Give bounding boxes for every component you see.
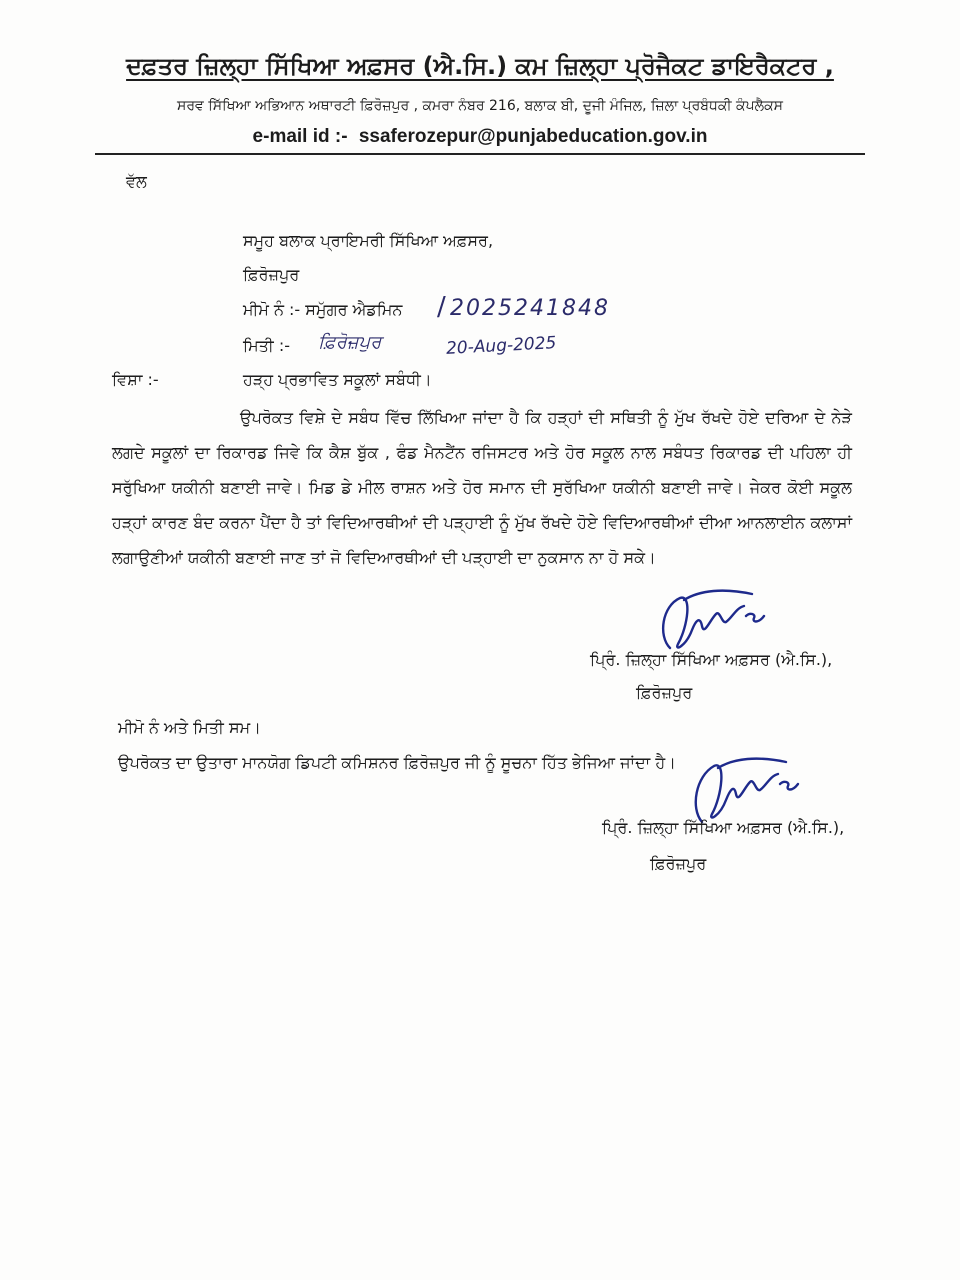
endorsement-memo-line: ਮੀਮੋ ਨੰ ਅਤੇ ਮਿਤੀ ਸਮ। [118, 718, 261, 737]
office-title: ਦਫ਼ਤਰ ਜ਼ਿਲ੍ਹਾ ਸਿੱਖਿਆ ਅਫ਼ਸਰ (ਐ.ਸਿ.) ਕਮ ਜ਼ਿਲ੍ਹਾ ਪ੍ਰੋਜੈਕਟ ਡਾਇਰੈਕਟਰ , [126, 52, 834, 80]
memo-slash: / [437, 292, 446, 322]
memo-label: ਮੀਮੋ ਨੰ :- ਸਮੁੱਗਰ ਐਡਮਿਨ [243, 300, 403, 319]
memo-number-handwritten: 2025241848 [450, 296, 610, 321]
body-paragraph [112, 400, 852, 575]
signature-2-place: ਫ਼ਿਰੋਜ਼ਪੁਰ [650, 854, 707, 873]
date-place-handwritten: ਫ਼ਿਰੋਜ਼ਪੁਰ [318, 332, 382, 353]
email-address: ssaferozepur@punjabeducation.gov.in [358, 126, 708, 147]
to-label: ਵੱਲ [126, 172, 147, 191]
email-label: e-mail id :- [252, 126, 348, 147]
signature-1-designation: ਪ੍ਰਿੰ. ਜ਼ਿਲ੍ਹਾ ਸਿੱਖਿਆ ਅਫ਼ਸਰ (ਐ.ਸਿ.), [590, 650, 833, 669]
subject-label: ਵਿਸ਼ਾ :- [112, 370, 159, 389]
recipient-line-2: ਫ਼ਿਰੋਜ਼ਪੁਰ [243, 265, 300, 284]
endorsement-copy-line: ਉਪਰੋਕਤ ਦਾ ਉਤਾਰਾ ਮਾਨਯੋਗ ਡਿਪਟੀ ਕਮਿਸ਼ਨਰ ਫ਼ਿਰੋਜ਼ਪੁਰ ਜੀ ਨੂੰ ਸੂਚਨਾ ਹਿੱਤ ਭੇਜਿਆ ਜਾਂਦਾ ਹੈ। [118, 753, 676, 772]
recipient-line-1: ਸਮੂਹ ਬਲਾਕ ਪ੍ਰਾਇਮਰੀ ਸਿੱਖਿਆ ਅਫ਼ਸਰ, [243, 231, 494, 250]
date-handwritten: 20-Aug-2025 [445, 333, 557, 359]
header-divider [95, 153, 865, 155]
office-address: ਸਰਵ ਸਿੱਖਿਆ ਅਭਿਆਨ ਅਥਾਰਟੀ ਫ਼ਿਰੋਜ਼ਪੁਰ , ਕਮਰਾ ਨੰਬਰ 216, ਬਲਾਕ ਬੀ, ਦੂਜੀ ਮੰਜਿਲ, ਜ਼ਿਲਾ ਪ੍ਰਬੰਧਕੀ ਕੰਪਲੈਕਸ [177, 98, 783, 114]
signature-2-designation: ਪ੍ਰਿੰ. ਜ਼ਿਲ੍ਹਾ ਸਿੱਖਿਆ ਅਫ਼ਸਰ (ਐ.ਸਿ.), [602, 818, 845, 837]
body-paragraph-text: ਉਪਰੋਕਤ ਵਿਸ਼ੇ ਦੇ ਸਬੰਧ ਵਿੱਚ ਲਿੱਖਿਆ ਜਾਂਦਾ ਹੈ ਕਿ ਹੜ੍ਹਾਂ ਦੀ ਸਥਿਤੀ ਨੂੰ ਮੁੱਖ ਰੱਖਦੇ ਹੋਏ ਦਰਿਆ ਦੇ ਨੇੜੇ ਲਗਦੇ ਸਕੂਲਾਂ ਦਾ ਰਿਕਾਰਡ ਜਿਵੇ ਕਿ ਕੈਸ਼ ਬੁੱਕ , ਫੰਡ ਮੈਨਟੈਂਨ ਰਜਿਸਟਰ ਅਤੇ ਹੋਰ ਸਕੂਲ ਨਾਲ ਸਬੰਧਤ ਰਿਕਾਰਡ ਦੀ ਪਹਿਲਾ ਹੀ ਸਰੁੱਖਿਆ ਯਕੀਨੀ ਬਣਾਈ ਜਾਵੇ। ਮਿਡ ਡੇ ਮੀਲ ਰਾਸ਼ਨ ਅਤੇ ਹੋਰ ਸਮਾਨ ਦੀ ਸੁਰੱਖਿਆ ਯਕੀਨੀ ਬਣਾਈ ਜਾਵੇ। ਜੇਕਰ ਕੋਈ ਸਕੂਲ ਹੜ੍ਹਾਂ ਕਾਰਣ ਬੰਦ ਕਰਨਾ ਪੈਂਦਾ ਹੈ ਤਾਂ ਵਿਦਿਆਰਥੀਆਂ ਦੀ ਪੜ੍ਹਾਈ ਨੂੰ ਮੁੱਖ ਰੱਖਦੇ ਹੋਏ ਵਿਦਿਆਰਥੀਆਂ ਦੀਆ ਆਨਲਾਈਨ ਕਲਾਸਾਂ ਲਗਾਉਣੀਆਂ ਯਕੀਨੀ ਬਣਾਈ ਜਾਣ ਤਾਂ ਜੋ ਵਿਦਿਆਰਥੀਆਂ ਦੀ ਪੜ੍ਹਾਈ ਦਾ ਨੁਕਸਾਨ ਨਾ ਹੋ ਸਕੇ। [112, 408, 852, 567]
signature-1-place: ਫ਼ਿਰੋਜ਼ਪੁਰ [636, 683, 693, 702]
office-email-line [120, 126, 840, 148]
date-label: ਮਿਤੀ :- [243, 336, 290, 355]
subject-text: ਹੜ੍ਹ ਪ੍ਰਭਾਵਿਤ ਸਕੂਲਾਂ ਸਬੰਧੀ। [243, 370, 432, 389]
